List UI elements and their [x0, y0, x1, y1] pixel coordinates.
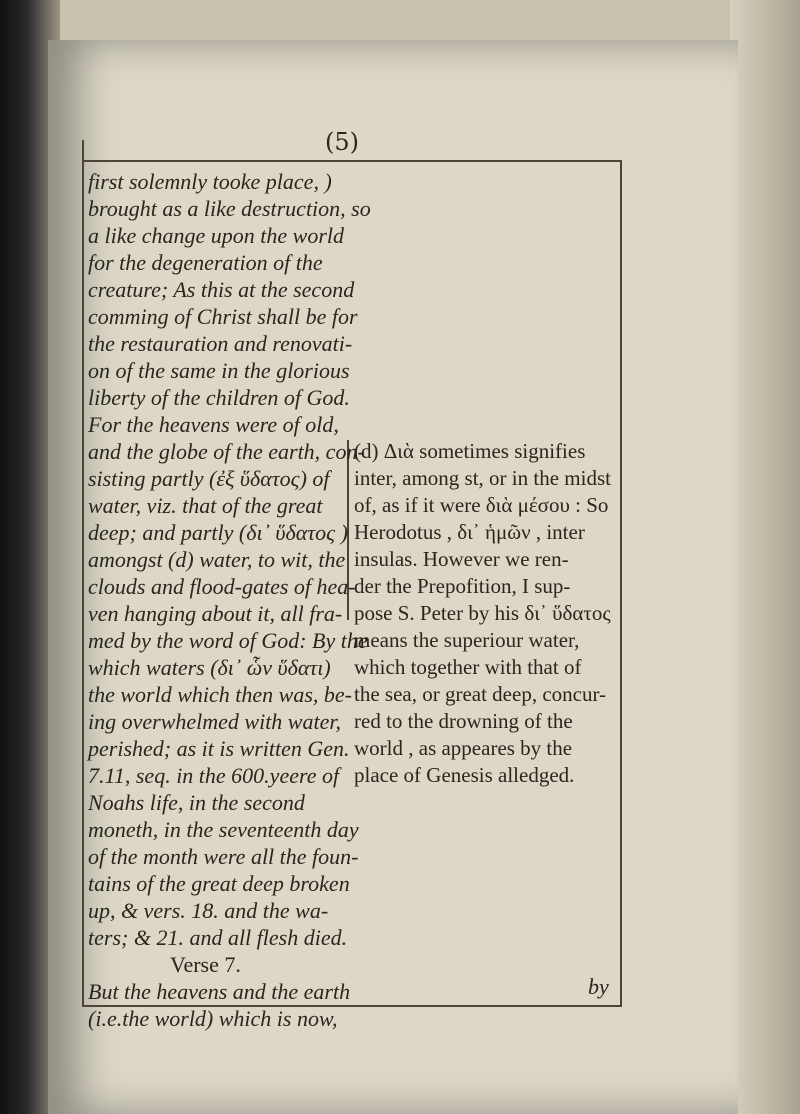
left-margin-rule: [82, 140, 84, 1006]
text-line: But the heavens and the earth: [88, 979, 351, 1004]
text-line: For the heavens were of old,: [88, 412, 339, 437]
footnote-line: means the superiour water,: [354, 628, 580, 652]
footnote-line: of, as if it were διὰ μέσου : So: [354, 493, 609, 517]
footnote-line: insulas. However we ren-: [354, 547, 569, 571]
catchword: by: [588, 974, 609, 999]
text-line: up, & vers. 18. and the wa-: [88, 898, 329, 923]
text-line: on of the same in the glorious: [88, 358, 350, 383]
text-line: which waters (δι᾽ ὧν ὕδατι): [88, 655, 331, 680]
footnote-line: which together with that of: [354, 655, 582, 679]
footnote-line: (d) Διὰ sometimes signifies: [354, 439, 586, 463]
text-line: deep; and partly (δι᾽ ὕδατος ): [88, 520, 348, 545]
text-line: and the globe of the earth, con-: [88, 439, 365, 464]
text-line: the world which then was, be-: [88, 682, 352, 707]
text-line: clouds and flood-gates of hea-: [88, 574, 356, 599]
text-line: ing overwhelmed with water,: [88, 709, 341, 734]
text-line: tains of the great deep broken: [88, 871, 350, 896]
text-line: moneth, in the seventeenth day: [88, 817, 359, 842]
text-line: ven hanging about it, all fra-: [88, 601, 343, 626]
text-line: med by the word of God: By the: [88, 628, 368, 653]
text-line: (i.e.the world) which is now,: [88, 1006, 338, 1031]
text-line: water, viz. that of the great: [88, 493, 323, 518]
text-line: liberty of the children of God.: [88, 385, 350, 410]
verse-heading: Verse 7.: [170, 952, 241, 977]
footnote-line: Herodotus , δι᾽ ἡμῶν , inter: [354, 520, 585, 544]
footnote-line: pose S. Peter by his δι᾽ ὕδατος: [354, 601, 611, 625]
text-line: sisting partly (ἐξ ὕδατος) of: [88, 466, 330, 491]
right-margin-rule: [620, 160, 622, 1005]
footnote-column: [354, 438, 618, 789]
text-line: brought as a like destruction, so: [88, 196, 371, 221]
footnote-line: place of Genesis alledged.: [354, 763, 575, 787]
scan-background-right: [730, 0, 800, 1114]
text-line: comming of Christ shall be for: [88, 304, 358, 329]
top-rule: [82, 160, 622, 162]
text-line: for the degeneration of the: [88, 250, 323, 275]
text-line: Noahs life, in the second: [88, 790, 305, 815]
text-line: amongst (d) water, to wit, the: [88, 547, 346, 572]
footnote-line: the sea, or great deep, concur-: [354, 682, 607, 706]
text-line: first solemnly tooke place, ): [88, 169, 332, 194]
text-line: of the month were all the foun-: [88, 844, 359, 869]
main-text-column: [88, 168, 371, 1032]
text-line: a like change upon the world: [88, 223, 345, 248]
text-line: creature; As this at the second: [88, 277, 355, 302]
text-line: the restauration and renovati-: [88, 331, 353, 356]
footnote-line: inter, among st, or in the midst: [354, 466, 611, 490]
text-line: perished; as it is written Gen.: [88, 736, 350, 761]
footnote-line: der the Prepofition, I sup-: [354, 574, 571, 598]
text-line: 7.11, seq. in the 600.yeere of: [88, 763, 340, 788]
footnote-line: red to the drowning of the: [354, 709, 573, 733]
text-line: ters; & 21. and all flesh died.: [88, 925, 348, 950]
footnote-line: world , as appeares by the: [354, 736, 573, 760]
page-number: (5): [325, 128, 359, 156]
